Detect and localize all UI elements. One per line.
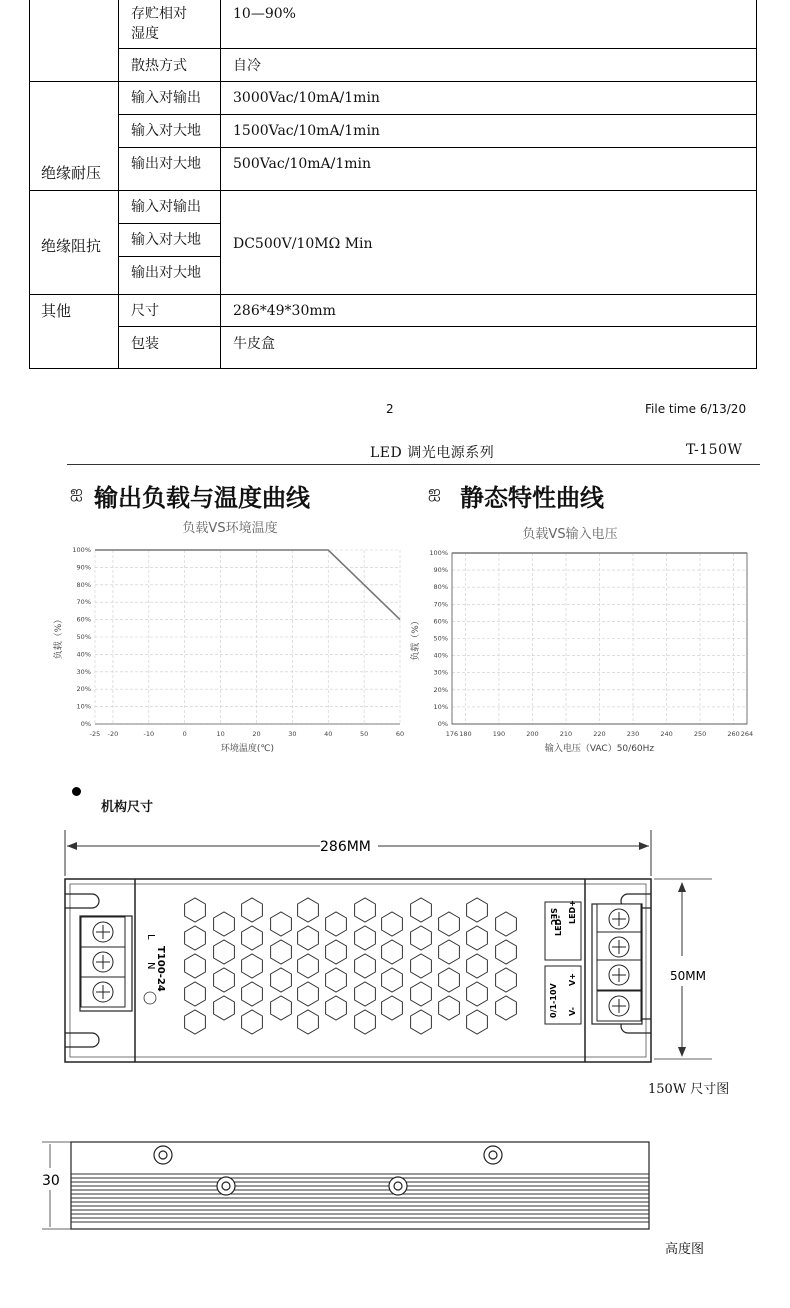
vent-hex [382,912,403,936]
load-temp-title: 输出负载与温度曲线 [94,484,310,512]
value-cooling: 自冷 [233,58,261,74]
vent-hex [298,954,319,978]
vent-hex [411,1010,432,1034]
vent-hex [326,968,347,992]
vent-hex [214,940,235,964]
vent-hex [496,940,517,964]
y-tick-label: 70% [76,598,91,607]
y-tick-label: 90% [76,563,91,572]
value-storage-humidity: 10—90% [233,6,296,22]
load-vs-voltage-chart [410,520,770,760]
x-tick-label: 200 [526,730,539,738]
load-vs-temp-chart [50,515,415,760]
item-storage-humidity: 存贮相对 湿度 [131,6,187,42]
y-tick-label: 100% [429,549,448,557]
vent-hex [185,926,206,950]
y-tick-label: 60% [433,617,448,626]
page-number: 2 [386,402,394,416]
scroll-icon: ஐ [428,482,441,501]
item-size: 尺寸 [131,303,159,319]
side-view-caption: 高度图 [665,1242,705,1257]
vent-hex [411,926,432,950]
model-title: T-150W [686,442,743,458]
item-in-ground-2: 输入对大地 [131,232,201,248]
terminal-label-n: N [145,962,156,970]
vent-hex [242,1010,263,1034]
chart-title: 负载VS输入电压 [522,527,618,542]
x-tick-label: 180 [459,730,472,738]
y-tick-label: 80% [433,583,448,592]
vent-hex [439,968,460,992]
led-label-sec: SEC [549,908,558,926]
x-tick-label: 230 [626,730,640,738]
vent-hex [185,1010,206,1034]
y-tick-label: 40% [433,651,448,660]
vent-hex [185,898,206,922]
model-label: T100-24 [155,946,166,992]
static-title: 静态特性曲线 [460,484,604,512]
vent-hex [271,940,292,964]
y-tick-label: 20% [76,685,91,694]
vent-hex [439,940,460,964]
vent-hex [467,926,488,950]
category-insulation-resistance: 绝缘阻抗 [41,237,102,255]
vent-hex [271,912,292,936]
item-in-out-1: 输入对输出 [131,90,201,106]
vent-hex [411,982,432,1006]
x-tick-label: 40 [324,730,333,738]
y-tick-label: 0% [437,720,448,728]
dim-label-range: 0/1-10V [549,983,558,1018]
vent-hex [242,898,263,922]
x-tick-label: 50 [359,730,369,738]
x-axis-label: 输入电压（VAC）50/60Hz [544,744,655,754]
vent-pattern [185,898,517,1034]
vent-hex [214,996,235,1020]
item-cooling: 散热方式 [131,58,187,74]
x-tick-label: 20 [252,730,261,738]
vent-hex [214,912,235,936]
item-out-ground-2: 输出对大地 [131,265,201,281]
vent-hex [242,954,263,978]
item-in-ground-1: 输入对大地 [131,123,201,139]
item-in-out-2: 输入对输出 [131,199,201,215]
y-tick-label: 50% [76,633,91,641]
terminal-label-l: L [145,934,156,940]
vent-hex [355,1010,376,1034]
vent-hex [185,982,206,1006]
top-view-drawing [40,826,740,1076]
bullet-dot [72,787,81,796]
chart-title: 负载VS环境温度 [182,521,278,536]
y-tick-label: 70% [433,600,448,609]
vent-hex [298,926,319,950]
vent-hex [242,982,263,1006]
ground-icon [144,992,156,1004]
vent-hex [214,968,235,992]
side-view-drawing [38,1138,658,1234]
led-label-minus: LED- [554,915,563,936]
value-in-ground-1: 1500Vac/10mA/1min [233,123,380,139]
y-tick-label: 30% [433,668,448,677]
x-tick-label: 220 [593,730,606,738]
vent-hex [439,996,460,1020]
vent-hex [411,898,432,922]
vent-hex [326,912,347,936]
vent-hex [496,996,517,1020]
screw-icon [389,1177,407,1195]
vent-hex [298,898,319,922]
x-tick-label: 10 [216,730,225,738]
vent-hex [298,982,319,1006]
category-other: 其他 [41,302,72,320]
value-out-ground-1: 500Vac/10mA/1min [233,156,372,172]
item-packaging: 包装 [131,336,159,352]
value-insulation-resistance: DC500V/10MΩ Min [233,236,373,252]
x-tick-label: -25 [89,730,101,738]
x-tick-label: 30 [288,730,297,738]
x-tick-label: -10 [143,730,155,738]
screw-icon [154,1146,172,1164]
vent-hex [382,968,403,992]
x-tick-label: 250 [693,730,707,738]
y-tick-label: 80% [76,580,91,589]
x-tick-label: 210 [559,730,573,738]
category-insulation-voltage: 绝缘耐压 [41,164,102,182]
x-tick-label: 60 [395,730,405,738]
vent-hex [326,940,347,964]
x-tick-label: 264 [740,730,754,738]
value-size: 286*49*30mm [233,303,336,319]
vent-hex [496,968,517,992]
vent-hex [271,996,292,1020]
x-tick-label: -20 [107,730,119,738]
vent-hex [355,982,376,1006]
screw-icon [217,1177,235,1195]
y-axis-label: 负载（%） [411,616,421,661]
spec-table [29,0,757,369]
vent-hex [439,912,460,936]
dim-label-vplus: V+ [568,973,577,986]
x-axis-label: 环境温度(℃) [220,744,275,754]
vent-hex [271,968,292,992]
length-dimension-label: 286MM [320,839,371,855]
vent-hex [467,898,488,922]
screw-icon [484,1146,502,1164]
y-tick-label: 10% [76,702,91,711]
mechanical-title: 机构尺寸 [101,800,154,815]
series-title: LED 调光电源系列 [370,445,495,461]
vent-hex [382,996,403,1020]
dim-label-vminus: V- [568,1007,577,1016]
value-in-out-1: 3000Vac/10mA/1min [233,90,380,106]
vent-hex [298,1010,319,1034]
y-tick-label: 50% [433,634,448,643]
header-rule [67,464,760,465]
y-tick-label: 0% [80,720,91,728]
file-time: File time 6/13/20 [645,402,747,416]
y-tick-label: 90% [433,566,448,575]
vent-hex [355,954,376,978]
y-tick-label: 20% [433,685,448,694]
vent-hex [326,996,347,1020]
x-tick-label: 240 [660,730,673,738]
x-tick-label: 190 [492,730,506,738]
vent-hex [411,954,432,978]
height-dimension-label: 30 [42,1173,60,1189]
vent-hex [467,954,488,978]
vent-hex [467,1010,488,1034]
y-tick-label: 10% [433,702,448,711]
vent-hex [467,982,488,1006]
vent-hex [185,954,206,978]
top-view-caption: 150W 尺寸图 [648,1082,730,1097]
led-label-plus: LED+ [568,900,577,924]
vent-hex [355,898,376,922]
x-tick-label: 260 [727,730,740,738]
y-tick-label: 30% [76,667,91,676]
vent-hex [382,940,403,964]
y-tick-label: 40% [76,650,91,659]
y-tick-label: 60% [76,615,91,624]
vent-hex [496,912,517,936]
item-out-ground-1: 输出对大地 [131,156,201,172]
x-tick-label: 0 [182,730,187,738]
width-dimension-label: 50MM [670,969,706,983]
value-packaging: 牛皮盒 [233,336,275,352]
x-tick-label: 176 [445,730,459,738]
y-tick-label: 100% [72,546,91,554]
vent-hex [242,926,263,950]
y-axis-label: 负载（%） [54,614,64,660]
scroll-icon: ஐ [70,482,83,501]
vent-hex [355,926,376,950]
